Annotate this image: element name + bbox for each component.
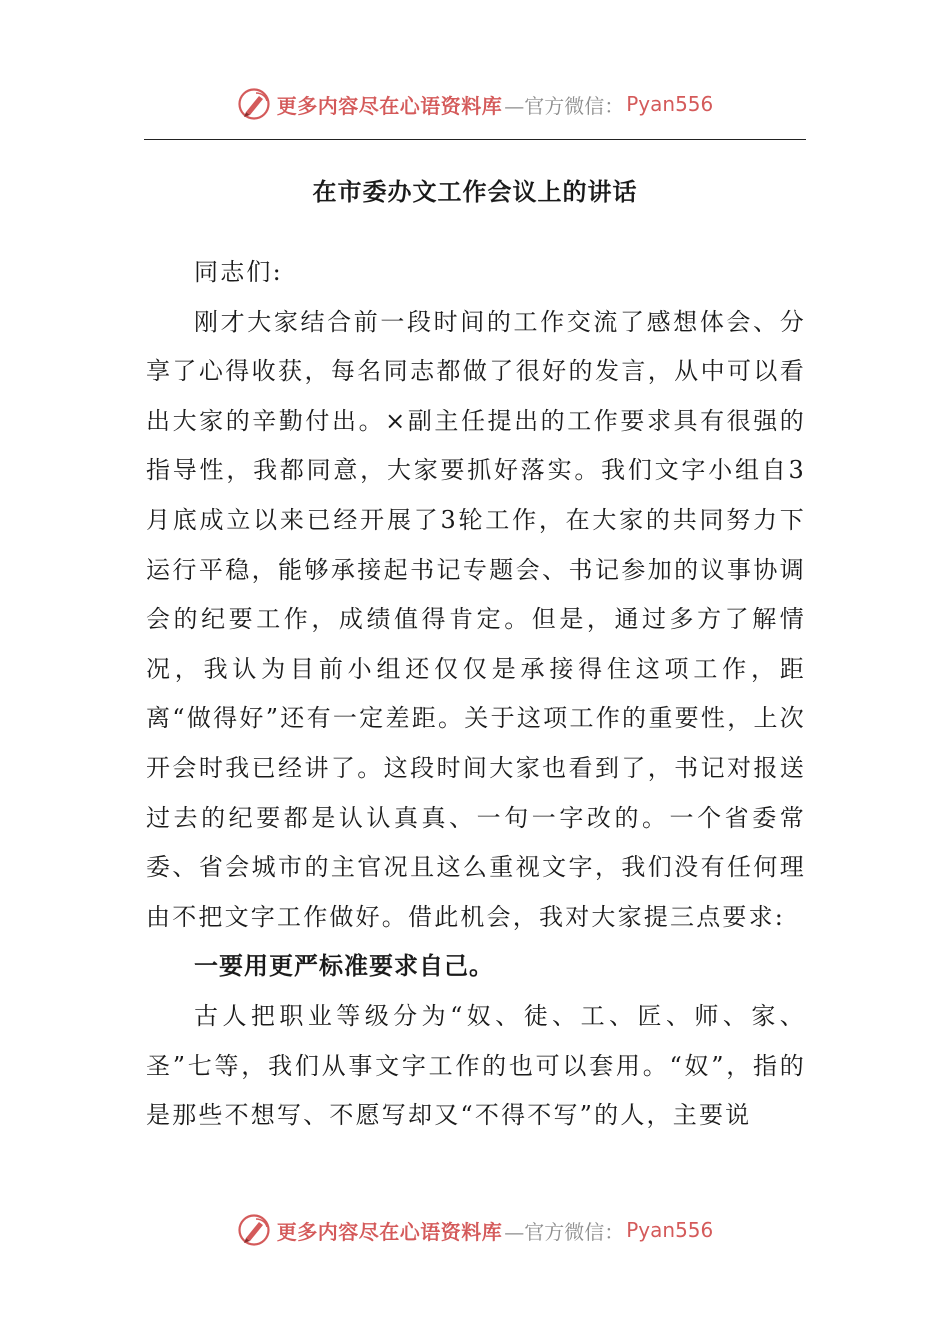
banner-main-text: 更多内容尽在心语资料库 [276,1219,503,1244]
document-title: 在市委办文工作会议上的讲话 [312,177,638,206]
document-body [146,248,806,1141]
header-banner [0,84,950,124]
pen-logo-icon [237,1213,271,1247]
pen-logo-icon [237,87,271,121]
paragraph: 刚才大家结合前一段时间的工作交流了感想体会、分享了心得收获，每名同志都做了很好的发言，从中可以看出大家的辛勤付出。×副主任提出的工作要求具有很强的指导性，我都同意，大家要抓好落实。我们文字小组自3月底成立以来已经开展了3轮工作，在大家的共同努力下运行平稳，能够承接起书记专题会、书记参加的议事协调会的纪要工作，成绩值得肯定。但是，通过多方了解情况，我认为目前小组还仅仅是承接得住这项工作，距离“做得好”还有一定差距。关于这项工作的重要性，上次开会时我已经讲了。这段时间大家也看到了，书记对报送过去的纪要都是认认真真、一句一字改的。一个省委常委、省会城市的主官况且这么重视文字，我们没有任何理由不把文字工作做好。借此机会，我对大家提三点要求: [146,307,806,931]
salutation: 同志们: [194,258,283,286]
footer-banner [0,1210,950,1250]
banner-sub-text: —官方微信： [504,1219,625,1244]
banner-sub-text: —官方微信： [504,93,625,118]
banner-wechat-id: Pyan556 [626,1218,714,1242]
section-heading: 一要用更严标准要求自己。 [194,952,494,981]
paragraph: 古人把职业等级分为“奴、徒、工、匠、师、家、圣”七等，我们从事文字工作的也可以套用。“奴”，指的是那些不想写、不愿写却又“不得不写”的人，主要说 [146,1001,806,1130]
banner-main-text: 更多内容尽在心语资料库 [276,93,503,118]
header-divider [144,139,806,140]
banner-wechat-id: Pyan556 [626,92,714,116]
